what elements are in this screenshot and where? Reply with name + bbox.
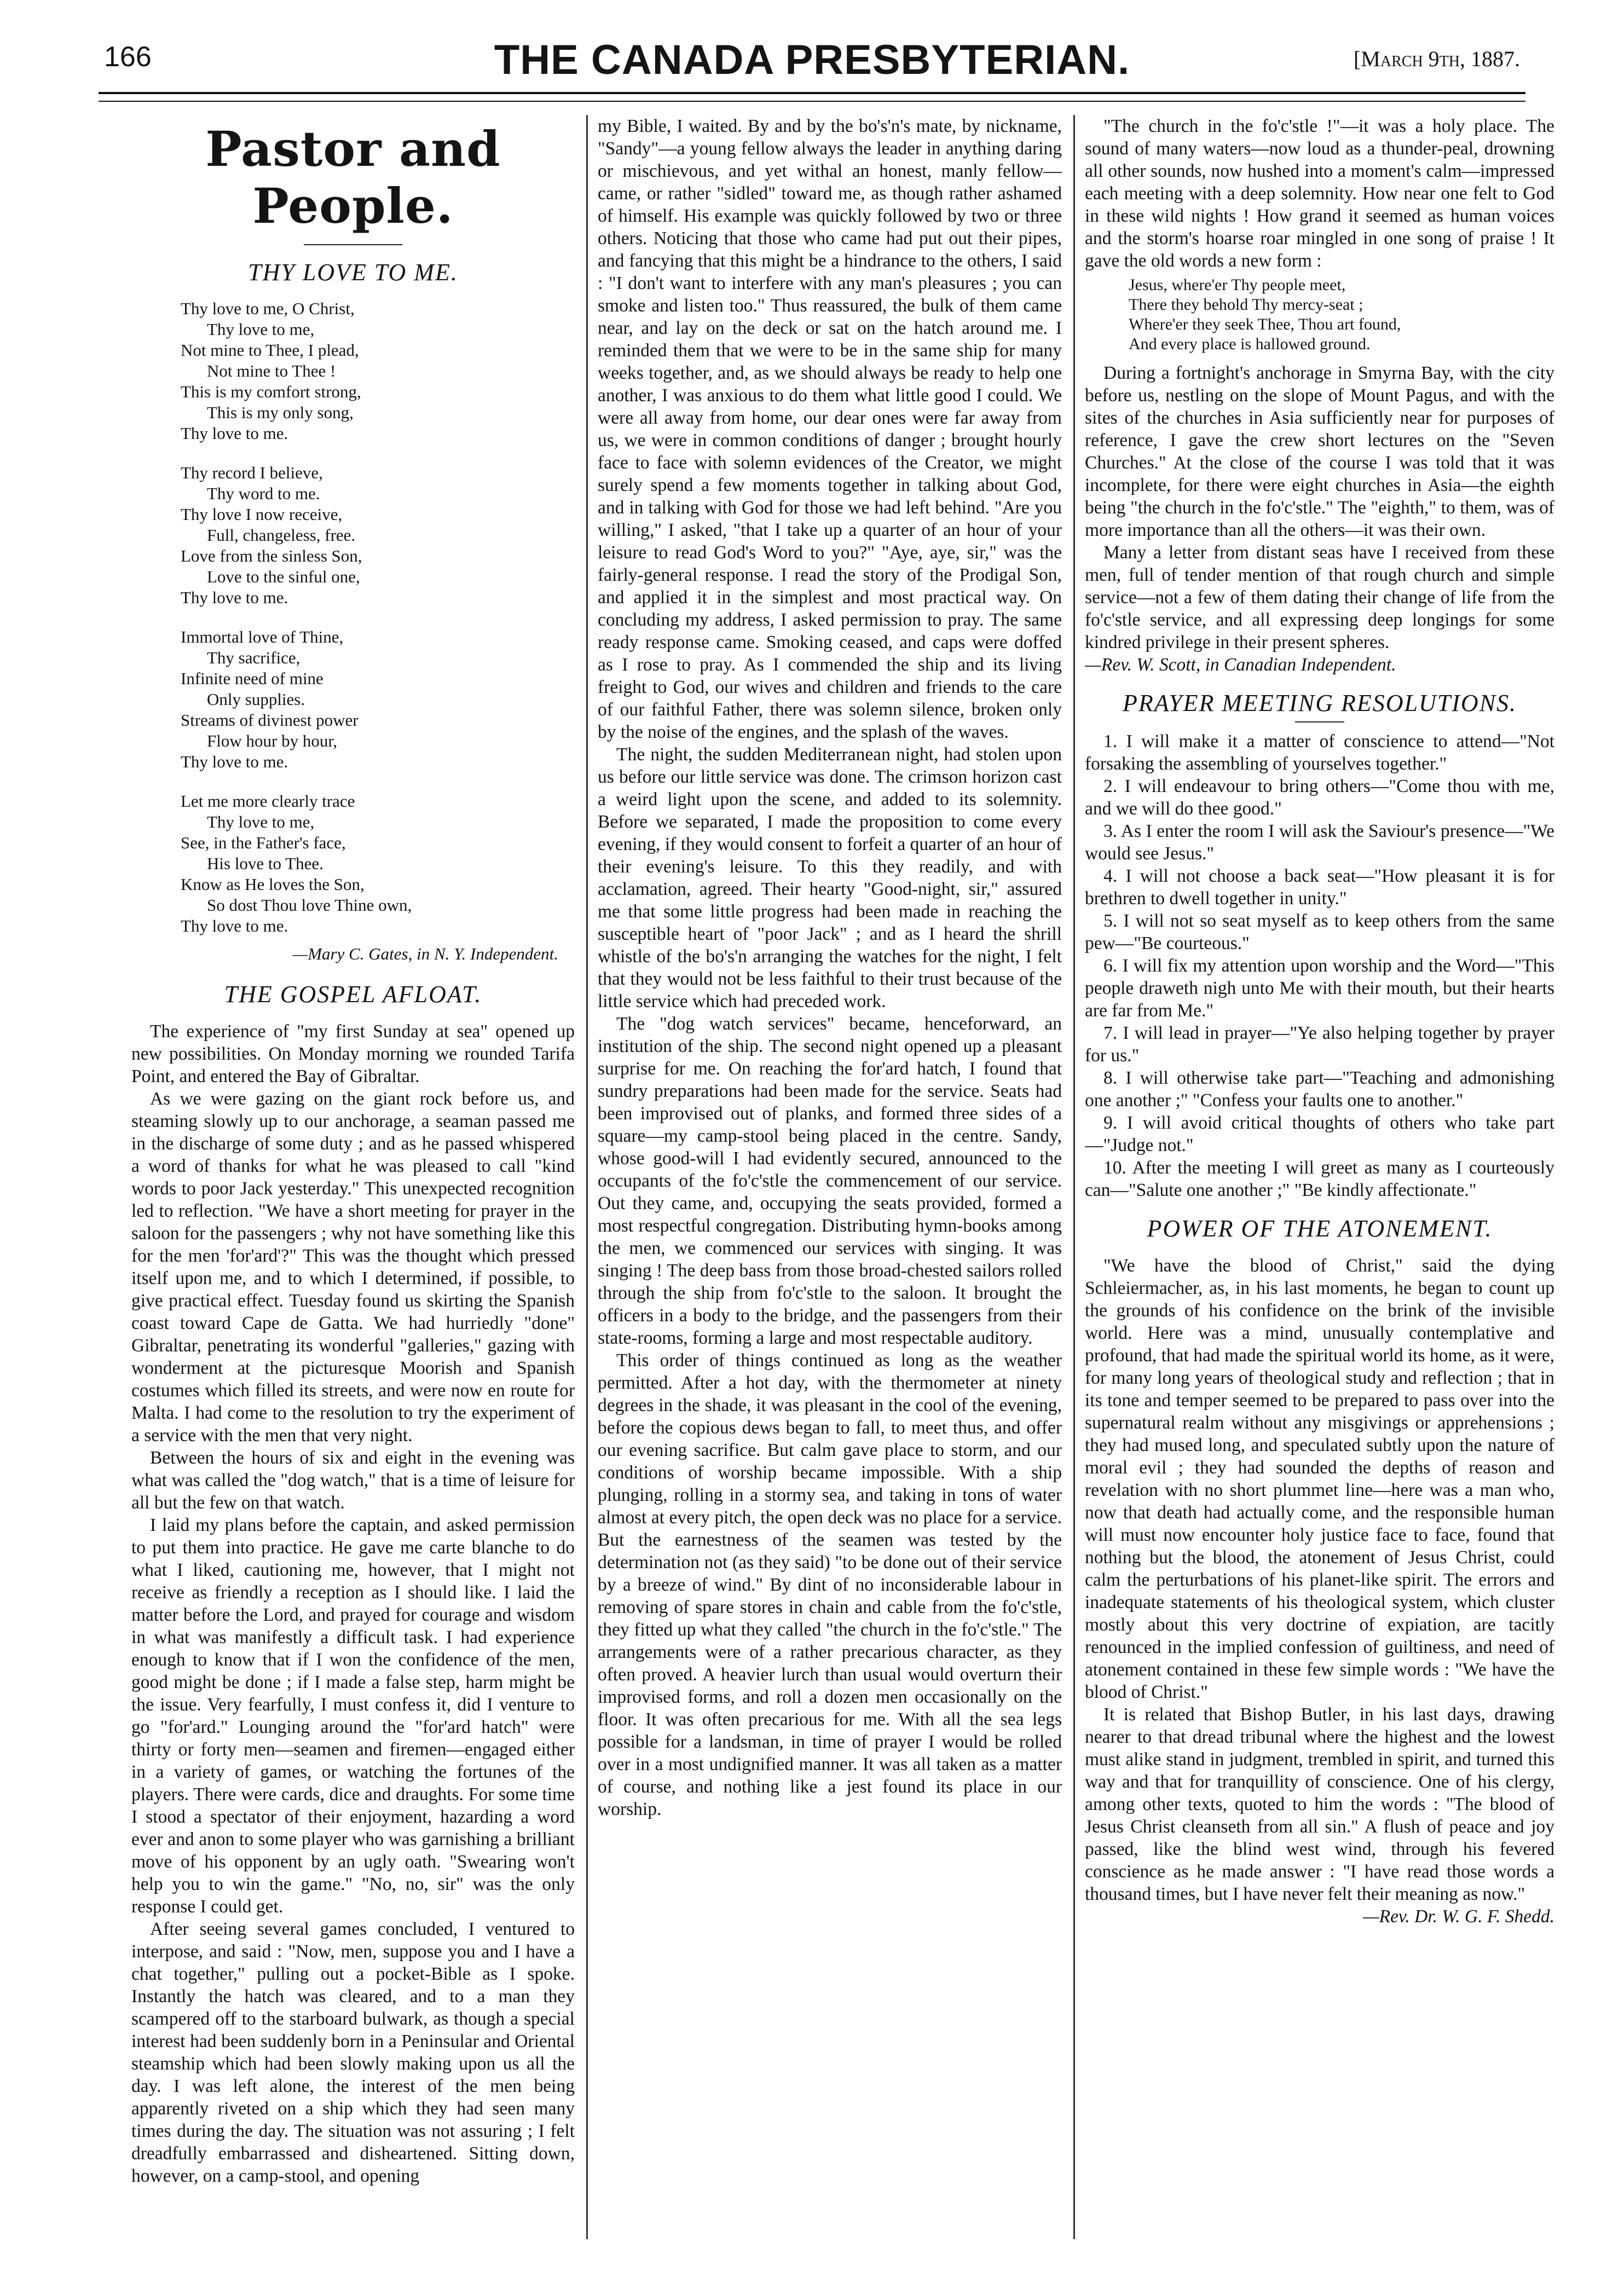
paragraph: "We have the blood of Christ," said the dying Schleiermacher, as, in his last moments, he began to count up the grounds of his confidence on the brink of the invisible world. Here was a mind, unusually contemplative and profound, that had made the spiritual world its home, as it were, for many long years of theological study and reflection ; that in its tone and temper seemed to be prepared to pass over into the supernatural realm without any misgivings or apprehensions ; they had mused long, and speculated subtly upon the nature of moral evil ; they had sounded the depths of reason and revelation with no short plummet line—here was a man who, now that death had actually come, and the responsible human will must now encounter holy justice face to face, found that nothing but the blood, the atonement of Jesus Christ, could calm the perturbations of his planet-like spirit. The errors and inadequate statements of his theological system, which cluster mostly about this very doctrine of expiation, are tacitly renounced in the implied confession of guiltiness, and need of atonement contained in these few simple words : "We have the blood of Christ." [1085,1256,1554,1702]
poem-line: Only supplies. [207,690,305,709]
poem-line: Thy love to me, [207,320,315,339]
poem-line: Thy love to me. [181,916,288,935]
paragraph: After seeing several games concluded, I ventured to interpose, and said : "Now, men, suppose you and I have a chat together," pulling out a pocket-Bible as I spoke. Instantly the hatch was cleared, and to a man they scampered off to the starboard bulwark, as though a special interest had been suddenly born in a Peninsular and Oriental steamship which had been slowly making upon us all the day. I was left alone, the interest of the men being apparently riveted on a ship which they had seen many times during the day. The situation was not assuring ; I felt dreadfully embarrassed and disheartened. Sitting down, however, on a camp-stool, and opening [131,1919,575,2186]
poem-line: His love to Thee. [207,854,323,873]
poem-stanza [181,463,575,608]
paragraph: Between the hours of six and eight in the evening was what was called the "dog watch," that is a time of leisure for all but the few on that watch. [131,1448,575,1513]
poem-stanza [181,791,575,936]
column-1 [131,115,575,2239]
poem-line: Thy love to me, [207,812,315,831]
poem-line: Thy love to me. [181,588,288,607]
poem-title: THY LOVE TO ME. [248,259,458,286]
paper-title: THE CANADA PRESBYTERIAN. [494,37,1130,83]
section-heading: Pastor and People. [205,120,501,234]
paragraph: "The church in the fo'c'stle !"—it was a holy place. The sound of many waters—now loud as a thunder-peal, drowning all other sounds, now hushed into a moment's calm—impressed each meeting with a deep solemnity. How near one felt to God in these wild nights ! How grand it seemed as human voices and the storm's hoarse roar mingled in one song of praise ! It gave the old words a new form : [1085,116,1554,271]
article-title: THE GOSPEL AFLOAT. [224,981,482,1008]
poem-line: Full, changeless, free. [207,525,356,545]
poem-line: Thy sacrifice, [207,648,300,667]
hymn-line: Where'er they seek Thee, Thou art found, [1129,315,1401,333]
paragraph: 9. I will avoid critical thoughts of others who take part—"Judge not." [1085,1113,1554,1155]
issue-date: [March 9th, 1887. [1353,47,1520,71]
poem-line: This is my only song, [207,403,354,422]
column-divider [586,115,588,2239]
poem-line: Thy word to me. [207,484,320,503]
paragraph: my Bible, I waited. By and by the bo's'n's mate, by nickname, "Sandy"—a young fellow always the leader in anything daring or mischievous, and yet withal an honest, manly fellow—came, or rather "sidled" toward me, as though rather ashamed of himself. His example was quickly followed by two or three others. Noticing that those who came had put out their pipes, and fancying that this might be a hindrance to the others, I said : "I don't want to interfere with any man's pleasures ; you can smoke and listen too." Thus reassured, the bulk of them came near, and lay on the deck or sat on the hatch around me. I reminded them that we were to be in the same ship for many weeks together, and, as we should always be ready to help one another, I was anxious to do them what little good I could. We were all away from home, our dear ones were far away from us, we were in common conditions of danger ; brought hourly face to face with solemn evidences of the Creator, we might surely spend a few moments together in talking about God, and in talking with God for those we had left behind. "Are you willing," I asked, "that I take up a quarter of an hour of your leisure to read God's Word to you?" "Aye, aye, sir," was the fairly-general response. I read the story of the Prodigal Son, and applied it in the simplest and most practical way. On concluding my address, I asked permission to pray. The same ready response came. Smoking ceased, and caps were doffed as I rose to pray. As I commended the ship and its living freight to God, our wives and children and friends to the care of our faithful Father, there was solemn silence, broken only by the noise of the engines, and the splash of the waves. [598,116,1062,742]
title-rule [1295,721,1344,722]
poem-line: Thy record I believe, [181,463,323,482]
paragraph: 10. After the meeting I will greet as many as I courteously can—"Salute one another ;" "Be kindly affectionate." [1085,1158,1554,1200]
poem-line: Not mine to Thee, I plead, [181,340,359,360]
poem-line: Love from the sinless Son, [181,546,362,565]
article-byline: —Rev. W. Scott, in Canadian Independent. [1085,655,1396,675]
poem-line: Immortal love of Thine, [181,627,344,646]
poem-line: Not mine to Thee ! [207,361,336,380]
paragraph: 2. I will endeavour to bring others—"Come thou with me, and we will do thee good." [1085,776,1554,819]
poem-line: So dost Thou love Thine own, [207,895,412,915]
column-divider [1073,115,1075,2239]
paragraph: 5. I will not so seat myself as to keep others from the same pew—"Be courteous." [1085,911,1554,953]
resolutions-title: PRAYER MEETING RESOLUTIONS. [1122,690,1517,716]
heading-rule [304,244,402,245]
page-number: 166 [104,41,152,73]
poem-stanza [181,627,575,772]
poem-line: Thy love to me. [181,752,288,771]
paragraph: 1. I will make it a matter of conscience to attend—"Not forsaking the assembling of yourselves together." [1085,731,1554,774]
atonement-title: POWER OF THE ATONEMENT. [1147,1215,1493,1242]
paragraph: The "dog watch services" became, henceforward, an institution of the ship. The second night opened up a pleasant surprise for me. On reaching the for'ard hatch, I found that sundry preparations had been made for the service. Seats had been improvised out of planks, and formed three sides of a square—my camp-stool being placed in the centre. Sandy, whose good-will I had evidently secured, announced to the occupants of the fo'c'stle the commencement of our service. Out they came, and, occupying the seats provided, formed a most respectful congregation. Distributing hymn-books among the men, we commenced our services with singing. It was singing ! The deep bass from those broad-chested sailors rolled through the ship from fo'c'stle to the saloon. It brought the officers in a body to the bridge, and the passengers from their state-rooms, forming a large and most respectable auditory. [598,1014,1062,1348]
paragraph: As we were gazing on the giant rock before us, and steaming slowly up to our anchorage, a seaman passed me in the discharge of some duty ; and as he passed whispered a word of thanks for what he was pleased to call "kind words to poor Jack yesterday." This unexpected recognition led to reflection. "We have a short meeting for prayer in the saloon for the passengers ; why not have something like this for the men 'for'ard'?" This was the thought which pressed itself upon me, and to which I determined, if possible, to give practical effect. Tuesday found us skirting the Spanish coast toward Cape de Gatta. We had hurriedly "done" Gibraltar, penetrating its wonderful "galleries," gazing with wonderment at the picturesque Moorish and Spanish costumes which filled its streets, and were now en route for Malta. I had come to the resolution to try the experiment of a service with the men that very night. [131,1089,575,1446]
article-body [1085,1254,1554,1905]
resolutions-list [1085,730,1554,1201]
poem-line: Thy love to me. [181,424,288,443]
poem-attribution: —Mary C. Gates, in N. Y. Independent. [292,944,558,963]
paragraph: This order of things continued as long as the weather permitted. After a hot day, with the thermometer at ninety degrees in the shade, it was pleasant in the cool of the evening, before the copious dews began to fall, to meet thus, and offer our evening sacrifice. But calm gave place to storm, and our conditions of worship became impossible. With a ship plunging, rolling in a stormy sea, and taking in tons of water almost at every pitch, the open deck was no place for a service. But the earnestness of the seamen was tested by the determination not (as they said) "to be done out of their service by a breeze of wind." By dint of no inconsiderable labour in removing of spare stores in chain and cable from the fo'c'stle, they fitted up what they called "the church in the fo'c'stle." The arrangements were of a rather precarious character, as they often proved. A heavier lurch than usual would overturn their improvised forms, and roll a dozen men occasionally on the floor. It was often precarious for me. With all the sea legs possible for a landsman, in time of prayer I would be rolled over in a most undignified manner. It was all taken as a matter of course, and nothing like a jest found its place in our worship. [598,1350,1062,1819]
column-2 [598,115,1062,2239]
hymn-line: And every place is hallowed ground. [1129,335,1371,353]
paragraph: Many a letter from distant seas have I received from these men, full of tender mention of that rough church and simple service—not a few of them dating their change of life from the fo'c'stle service, and all expressing deep longings for some kindred privilege in their present spheres. [1085,542,1554,652]
paragraph: It is related that Bishop Butler, in his last days, drawing nearer to that dread tribunal where the highest and the lowest must alike stand in judgment, trembled in spirit, and turned this way and that for tranquillity of conscience. One of his clergy, among other texts, quoted to him the words : "The blood of Jesus Christ cleanseth from all sin." A flush of peace and joy passed, like the blind west wind, through his fevered conscience as he made answer : "I have read those words a thousand times, but I have never felt their meaning as now." [1085,1704,1554,1904]
poem-line: Know as He loves the Son, [181,875,365,894]
poem-line: This is my comfort strong, [181,382,361,401]
poem-line: Thy love to me, O Christ, [181,299,355,318]
article-body [598,115,1062,1820]
article-body [1085,362,1554,654]
poem-line: Infinite need of mine [181,669,323,688]
paragraph: During a fortnight's anchorage in Smyrna Bay, with the city before us, nestling on the slope of Mount Pagus, and with the sites of the churches in Asia sufficiently near for purposes of reference, I gave the crew short lectures on the "Seven Churches." At the close of the course I was told that it was incomplete, for there were eight churches in Asia—the eighth being "the church in the fo'c'stle." The "eighth," to them, was of more importance than all the others—it was their own. [1085,363,1554,540]
paragraph: The experience of "my first Sunday at sea" opened up new possibilities. On Monday morning we rounded Tarifa Point, and entered the Bay of Gibraltar. [131,1021,575,1086]
article-body [131,1020,575,2187]
hymn-line: Jesus, where'er Thy people meet, [1129,276,1346,294]
masthead [104,36,1520,85]
column-3 [1085,115,1554,2239]
paragraph: 6. I will fix my attention upon worship and the Word—"This people draweth nigh unto Me with their mouth, but their hearts are far from Me." [1085,956,1554,1021]
paragraph: 7. I will lead in prayer—"Ye also helping together by prayer for us." [1085,1023,1554,1066]
poem-line: Flow hour by hour, [207,731,338,750]
poem-line: Let me more clearly trace [181,791,355,811]
masthead-rule [99,92,1525,102]
poem-line: Thy love I now receive, [181,505,343,524]
paragraph: I laid my plans before the captain, and asked permission to put them into practice. He gave me carte blanche to do what I liked, cautioning me, however, that I might not receive as friendly a reception as I should like. I laid the matter before the Lord, and prayed for courage and wisdom in what was manifestly a difficult task. I had experience enough to know that if I won the confidence of the men, good might be done ; if I made a false step, harm might be the issue. Very fearfully, I must confess it, did I venture to go "for'ard." Lounging around the "for'ard hatch" were thirty or forty men—seamen and firemen—engaged either in a variety of games, or watching the fortunes of the players. There were cards, dice and draughts. For some time I stood a spectator of their enjoyment, hazarding a word ever and anon to some player who was garnishing a brilliant move of his opponent by an ugly oath. "Swearing won't help you to win the game." "No, no, sir" was the only response I could get. [131,1515,575,1917]
hymn-quote [1129,275,1554,354]
paragraph: The night, the sudden Mediterranean night, had stolen upon us before our little service was done. The crimson horizon cast a weird light upon the scene, and added to its solemnity. Before we separated, I made the proposition to come every evening, if they would consent to forfeit a quarter of an hour of their evening's leisure. To this they readily, and with acclamation, agreed. Their hearty "Good-night, sir," assured me that some little progress had been made in reaching the susceptible heart of "poor Jack" ; and as I heard the shrill whistle of the bo's'n arranging the watches for the night, I felt that they would not be less faithful to their trust because of the little service which had preceded work. [598,744,1062,1011]
paragraph: 4. I will not choose a back seat—"How pleasant it is for brethren to dwell together in unity." [1085,866,1554,909]
poem-line: Love to the sinful one, [207,567,360,586]
paragraph: 8. I will otherwise take part—"Teaching and admonishing one another ;" "Confess your faults one to another." [1085,1068,1554,1111]
poem-line: Streams of divinest power [181,710,359,730]
hymn-line: There they behold Thy mercy-seat ; [1129,296,1363,314]
poem-stanza [181,298,575,444]
poem [131,298,575,936]
article-body [1085,115,1554,272]
atonement-byline: —Rev. Dr. W. G. F. Shedd. [1362,1906,1554,1927]
poem-line: See, in the Father's face, [181,833,346,852]
paragraph: 3. As I enter the room I will ask the Saviour's presence—"We would see Jesus." [1085,821,1554,864]
